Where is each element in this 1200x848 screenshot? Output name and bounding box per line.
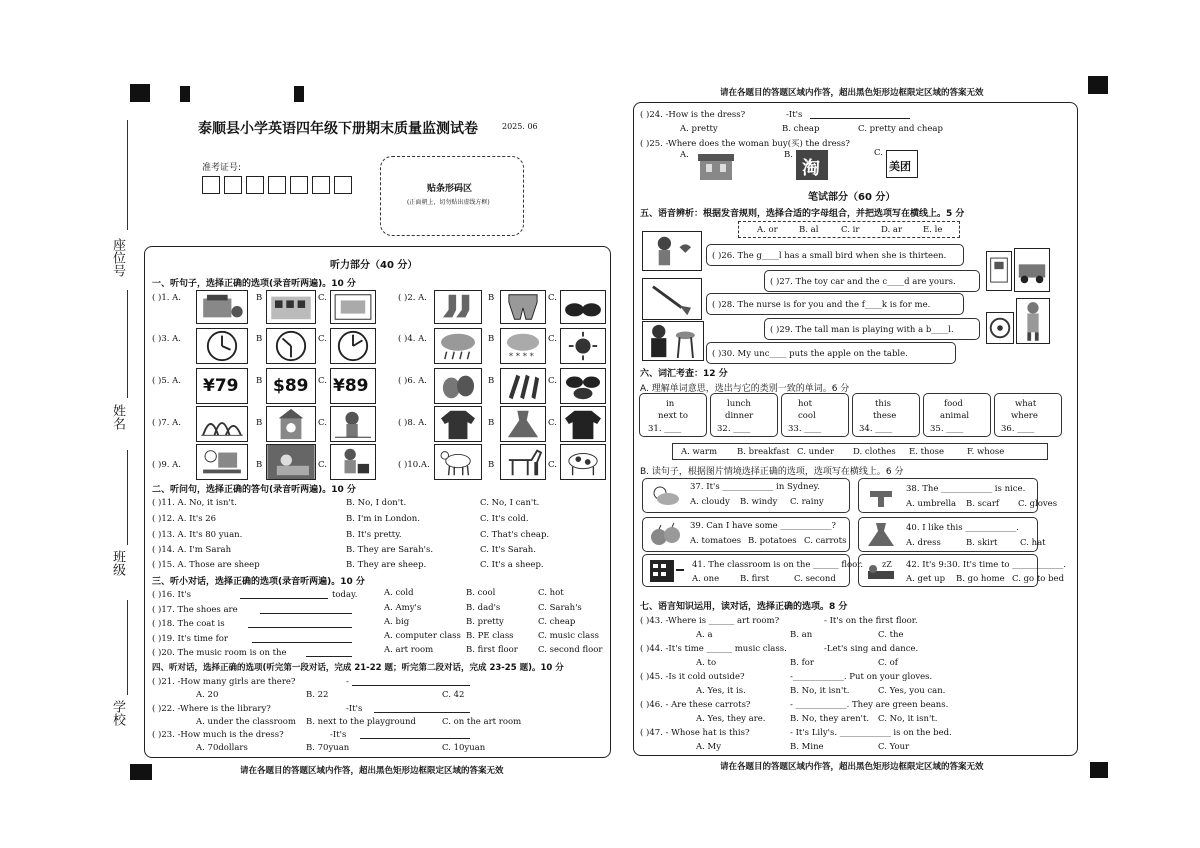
q43-option-c: C. the <box>878 630 904 640</box>
q17-blank[interactable] <box>260 613 352 614</box>
exam-title: 泰顺县小学英语四年级下册期末质量监测试卷 <box>198 121 478 137</box>
q41-question: 41. The classroom is on the ______ floor. <box>692 560 864 570</box>
q1-number[interactable]: ( )1. A. <box>152 293 181 303</box>
s6a-blank: 31. ____ <box>648 424 682 434</box>
q2-option-c-label: C. <box>548 293 557 303</box>
q46-option-b: B. No, they aren't. <box>790 714 870 724</box>
s6a-word: these <box>873 411 897 421</box>
school-label: 学校 <box>110 700 125 726</box>
written-header: 笔试部分（60 分） <box>808 192 896 203</box>
q25-option-b-image[interactable] <box>796 150 828 180</box>
q22-response: -It's <box>346 704 363 714</box>
svg-text:zZ: zZ <box>882 560 892 569</box>
s5-option-a: A. or <box>757 225 778 235</box>
seat-number-label: 座位号 <box>110 238 125 277</box>
q15-option-b: B. They are sheep. <box>346 560 427 570</box>
q46-option-c: C. No, it isn't. <box>878 714 938 724</box>
q16-option-c: C. hot <box>538 588 564 598</box>
q24-blank[interactable] <box>810 118 910 119</box>
barcode-note: (正面朝上，切勿贴出虚线方框) <box>407 199 490 206</box>
q21-option-b: B. 22 <box>306 690 329 700</box>
q18-option-c: C. cheap <box>538 617 576 627</box>
q3-option-b-label: B <box>256 334 263 344</box>
q44-option-b: B. for <box>790 658 814 668</box>
class-line <box>127 450 128 545</box>
s6a-word: cool <box>798 411 816 421</box>
q24-option-c: C. pretty and cheap <box>858 124 943 134</box>
q42-option-a: A. get up <box>906 574 946 584</box>
q20-option-c: C. second floor <box>538 645 603 655</box>
q15-line[interactable]: ( )15. A. Those are sheep <box>152 560 260 570</box>
q5-price-c: ¥89 <box>333 376 369 396</box>
q5-option-c-image[interactable] <box>330 368 376 404</box>
s6a-word: hot <box>798 399 813 409</box>
q27-text: ( )27. The toy car and the c____d are yours. <box>770 277 956 287</box>
q15-option-c: C. It's a sheep. <box>480 560 544 570</box>
q13-line[interactable]: ( )13. A. It's 80 yuan. <box>152 530 243 540</box>
q4-number[interactable]: ( )4. A. <box>398 334 427 344</box>
q26-text: ( )26. The g____l has a small bird when she is thirteen. <box>712 251 947 261</box>
q9-option-a-image[interactable] <box>196 444 248 480</box>
q16-option-a: A. cold <box>384 588 414 598</box>
q16-tail: today. <box>332 590 358 600</box>
q23-question[interactable]: ( )23. -How much is the dress? <box>152 730 284 740</box>
q25-option-c-image[interactable] <box>886 150 918 178</box>
q2-option-b-label: B <box>488 293 495 303</box>
q5-option-b-image[interactable] <box>266 368 316 404</box>
q40-image <box>864 520 898 549</box>
q47-response: - It's Lily's. ____________ is on the bed. <box>790 728 952 738</box>
q1-option-c-label: C. <box>318 293 327 303</box>
q7-option-c-image[interactable] <box>330 406 376 442</box>
barcode-title: 贴条形码区 <box>427 184 473 194</box>
q19-question[interactable]: ( )19. It's time for <box>152 634 228 644</box>
q44-question[interactable]: ( )44. -It's time ______ music class. <box>640 644 787 654</box>
s6a-group-31[interactable] <box>639 393 707 437</box>
q28-text: ( )28. The nurse is for you and the f____k is for me. <box>712 300 931 310</box>
q40-option-c: C. hat <box>1020 538 1046 548</box>
s6a-group-34[interactable] <box>852 393 920 437</box>
q40-question: 40. I like this ____________. <box>906 523 1019 533</box>
q23-option-a: A. 70dollars <box>196 743 248 753</box>
q16-question[interactable]: ( )16. It's <box>152 590 192 600</box>
q43-option-a: A. a <box>696 630 713 640</box>
q25-option-c: C. <box>874 148 883 158</box>
q4-option-a-image[interactable] <box>434 328 482 364</box>
q17-option-b: B. dad's <box>466 603 501 613</box>
q41-option-b: B. first <box>740 574 770 584</box>
q14-line[interactable]: ( )14. A. I'm Sarah <box>152 545 232 555</box>
s6a-group-35[interactable] <box>923 393 991 437</box>
s6a-word: food <box>944 399 963 409</box>
q14-option-c: C. It's Sarah. <box>480 545 536 555</box>
q3-option-c-label: C. <box>318 334 327 344</box>
q4-option-b-image[interactable] <box>500 328 546 364</box>
section-6-title: 六、词汇考查：12 分 <box>640 369 728 379</box>
q40-option-b: B. skirt <box>966 538 998 548</box>
q42-question: 42. It's 9:30. It's time to ____________. <box>906 560 1066 570</box>
section-3-title: 三、听小对话，选择正确的选项(录音听两遍)。10 分 <box>152 577 365 587</box>
s6a-blank: 33. ____ <box>788 424 822 434</box>
q17-question[interactable]: ( )17. The shoes are <box>152 605 238 615</box>
q8-option-a-image[interactable] <box>434 406 482 442</box>
q44-option-a: A. to <box>696 658 717 668</box>
s6a-blank: 32. ____ <box>717 424 751 434</box>
q37-option-a: A. cloudy <box>690 497 730 507</box>
q2-option-c-image[interactable] <box>560 290 606 324</box>
q3-option-b-image[interactable] <box>266 328 316 364</box>
q4-option-c-image[interactable] <box>560 328 606 364</box>
s5-option-d: D. ar <box>881 225 903 235</box>
q9-option-b-image[interactable] <box>266 444 316 480</box>
school-line <box>127 600 128 695</box>
meituan-logo: 美团 <box>889 160 911 173</box>
exam-date: 2025. 06 <box>502 122 538 131</box>
exam-number-label: 准考证号: <box>202 163 242 173</box>
q24-question[interactable]: ( )24. -How is the dress? <box>640 110 746 120</box>
q22-option-c: C. on the art room <box>442 717 522 727</box>
q18-option-b: B. pretty <box>466 617 504 627</box>
q23-blank[interactable] <box>360 738 470 739</box>
q22-option-b: B. next to the playground <box>306 717 416 727</box>
q22-question[interactable]: ( )22. -Where is the library? <box>152 704 271 714</box>
q4-option-c-label: C. <box>548 334 557 344</box>
registration-mark <box>180 86 190 102</box>
q6-option-b-image[interactable] <box>500 368 546 404</box>
q6-option-c-image[interactable] <box>560 368 606 404</box>
class-label: 班级 <box>110 550 125 576</box>
q23-response: -It's <box>330 730 347 740</box>
q13-option-c: C. That's cheap. <box>480 530 550 540</box>
q9-option-c-image[interactable] <box>330 444 376 480</box>
q39-option-a: A. tomatoes <box>690 536 742 546</box>
section-5-options-box <box>738 221 960 238</box>
left-footer-note: 请在各题目的答题区域内作答，超出黑色矩形边框限定区域的答案无效 <box>240 766 504 776</box>
q10-number[interactable]: ( )10.A. <box>398 460 430 470</box>
section-7-title: 七、语言知识运用，读对话，选择正确的选项。8 分 <box>640 602 848 612</box>
q5-option-b-label: B <box>256 376 263 386</box>
q11-option-b: B. No, I don't. <box>346 498 407 508</box>
registration-mark <box>1088 76 1108 94</box>
q19-blank[interactable] <box>252 642 352 643</box>
s6a-option: E. those <box>909 447 945 457</box>
q3-option-c-image[interactable] <box>330 328 376 364</box>
q37-option-b: B. windy <box>740 497 778 507</box>
q19-option-a: A. computer class <box>384 631 461 641</box>
q17-option-a: A. Amy's <box>384 603 422 613</box>
q2-option-b-image[interactable] <box>500 290 546 324</box>
q43-question[interactable]: ( )43. -Where is ______ art room? <box>640 616 780 626</box>
q20-option-a: A. art room <box>384 645 434 655</box>
exam-number-cell[interactable] <box>290 176 308 194</box>
q41-image <box>646 556 686 585</box>
q8-option-c-image[interactable] <box>560 406 606 442</box>
name-label: 姓名 <box>110 404 125 430</box>
q1-option-b-image[interactable] <box>266 290 316 324</box>
q20-blank[interactable] <box>306 656 352 657</box>
q22-option-a: A. under the classroom <box>196 717 296 727</box>
q5-number[interactable]: ( )5. A. <box>152 376 181 386</box>
q13-option-b: B. It's pretty. <box>346 530 402 540</box>
q14-option-b: B. They are Sarah's. <box>346 545 434 555</box>
q21-response: - <box>346 677 349 687</box>
s6a-option: B. breakfast <box>737 447 790 457</box>
registration-mark <box>1090 762 1108 778</box>
q25-option-a-image[interactable] <box>696 150 736 182</box>
barcode-area <box>380 156 524 236</box>
q37-image <box>648 481 682 510</box>
s6a-group-33[interactable] <box>781 393 849 437</box>
q47-option-c: C. Your <box>878 742 910 752</box>
section-6b-title: B. 读句子，根据图片情境选择正确的选项，选项写在横线上。6 分 <box>640 467 904 477</box>
s5-option-e: E. le <box>923 225 943 235</box>
q27-image-a <box>986 251 1012 291</box>
s6a-word: animal <box>940 411 970 421</box>
seat-number-line <box>127 120 128 230</box>
q30-image <box>642 321 704 361</box>
q18-blank[interactable] <box>248 627 352 628</box>
q7-option-b-image[interactable] <box>266 406 316 442</box>
s6a-word: this <box>875 399 891 409</box>
q39-option-c: C. carrots <box>804 536 847 546</box>
q3-option-a-image[interactable] <box>196 328 248 364</box>
exam-number-cell[interactable] <box>312 176 330 194</box>
q16-blank[interactable] <box>240 598 328 599</box>
q43-response: - It's on the first floor. <box>824 616 918 626</box>
q25-option-b: B. <box>784 150 793 160</box>
q30-text: ( )30. My unc____ puts the apple on the table. <box>712 349 908 359</box>
q12-line[interactable]: ( )12. A. It's 26 <box>152 514 217 524</box>
q22-blank[interactable] <box>374 712 470 713</box>
exam-number-cell[interactable] <box>246 176 264 194</box>
q6-number[interactable]: ( )6. A. <box>398 376 427 386</box>
q44-option-c: C. of <box>878 658 898 668</box>
q17-option-c: C. Sarah's <box>538 603 582 613</box>
q21-blank[interactable] <box>352 685 470 686</box>
section-5-title: 五、语音辨析：根据发音规则，选择合适的字母组合，并把选项写在横线上。5 分 <box>640 209 965 219</box>
s6a-option: F. whose <box>967 447 1005 457</box>
q37-option-c: C. rainy <box>790 497 824 507</box>
q5-option-c-label: C. <box>318 376 327 386</box>
q47-option-a: A. My <box>696 742 722 752</box>
q10-option-a-image[interactable] <box>434 444 482 480</box>
section-2-title: 二、听问句，选择正确的答句(录音听两遍)。10 分 <box>152 485 356 495</box>
s6a-word: next to <box>658 411 688 421</box>
q10-option-b-image[interactable] <box>500 444 546 480</box>
right-footer-note: 请在各题目的答题区域内作答，超出黑色矩形边框限定区域的答案无效 <box>720 762 984 772</box>
q3-number[interactable]: ( )3. A. <box>152 334 181 344</box>
q38-option-c: C. gloves <box>1018 499 1058 509</box>
q4-option-b-label: B <box>488 334 495 344</box>
q7-option-a-image[interactable] <box>196 406 248 442</box>
right-header-note: 请在各题目的答题区域内作答，超出黑色矩形边框限定区域的答案无效 <box>720 88 984 98</box>
q12-option-b: B. I'm in London. <box>346 514 420 524</box>
q21-option-a: A. 20 <box>196 690 219 700</box>
q44-response: -Let's sing and dance. <box>824 644 919 654</box>
q24-option-a: A. pretty <box>680 124 718 134</box>
s6a-word: where <box>1011 411 1038 421</box>
q6-option-a-image[interactable] <box>434 368 482 404</box>
q24-response: -It's <box>786 110 803 120</box>
section-1-title: 一、听句子，选择正确的选项(录音听两遍)。10 分 <box>152 279 356 289</box>
q37-question: 37. It's ____________ in Sydney. <box>690 482 820 492</box>
q29-text: ( )29. The tall man is playing with a b____l. <box>770 325 954 335</box>
q45-question[interactable]: ( )45. -Is it cold outside? <box>640 672 745 682</box>
q1-option-a-image[interactable] <box>196 290 248 324</box>
q2-option-a-image[interactable] <box>434 290 482 324</box>
q10-option-c-label: C. <box>548 460 557 470</box>
q21-question[interactable]: ( )21. -How many girls are there? <box>152 677 296 687</box>
q19-option-b: B. PE class <box>466 631 514 641</box>
q9-number[interactable]: ( )9. A. <box>152 460 181 470</box>
q11-option-c: C. No, I can't. <box>480 498 540 508</box>
s6a-option: C. under <box>797 447 835 457</box>
q41-option-a: A. one <box>692 574 720 584</box>
q26-image <box>642 231 702 271</box>
s6a-blank: 34. ____ <box>859 424 893 434</box>
q18-option-a: A. big <box>384 617 410 627</box>
s6a-group-36[interactable] <box>994 393 1062 437</box>
s6a-word: lunch <box>727 399 751 409</box>
q23-option-b: B. 70yuan <box>306 743 350 753</box>
q38-question: 38. The ____________ is nice. <box>906 484 1026 494</box>
section-4-title: 四、听对话，选择正确的选项(听完第一段对话，完成 21-22 题；听完第二段对话，完成 23-25 题)。10 分 <box>152 663 564 673</box>
q39-option-b: B. potatoes <box>748 536 797 546</box>
q39-question: 39. Can I have some ____________? <box>690 521 836 531</box>
q38-option-a: A. umbrella <box>906 499 957 509</box>
q27-image-b <box>1014 248 1050 292</box>
q29-image-b <box>1016 298 1050 344</box>
q23-option-c: C. 10yuan <box>442 743 486 753</box>
exam-number-cell[interactable] <box>202 176 220 194</box>
q8-option-b-label: B <box>488 418 495 428</box>
q5-option-a-image[interactable] <box>196 368 248 404</box>
q9-option-c-label: C. <box>318 460 327 470</box>
q47-question[interactable]: ( )47. - Whose hat is this? <box>640 728 750 738</box>
q2-number[interactable]: ( )2. A. <box>398 293 427 303</box>
q45-option-c: C. Yes, you can. <box>878 686 946 696</box>
q7-option-b-label: B <box>256 418 263 428</box>
q16-option-b: B. cool <box>466 588 496 598</box>
taobao-logo: 淘 <box>802 158 820 179</box>
q38-image <box>864 481 898 510</box>
q41-option-c: C. second <box>794 574 836 584</box>
q11-line[interactable]: ( )11. A. No, it isn't. <box>152 498 237 508</box>
s6a-group-32[interactable] <box>710 393 778 437</box>
s6a-option: D. clothes <box>853 447 896 457</box>
s6a-word: dinner <box>725 411 754 421</box>
q42-option-b: B. go home <box>956 574 1005 584</box>
q8-option-c-label: C. <box>548 418 557 428</box>
q12-option-c: C. It's cold. <box>480 514 529 524</box>
q45-response: -____________. Put on your gloves. <box>790 672 933 682</box>
q20-option-b: B. first floor <box>466 645 518 655</box>
registration-mark <box>294 86 304 102</box>
section-6a-title: A. 理解单词意思，选出与它的类别一致的单词。6 分 <box>640 384 850 394</box>
registration-mark <box>130 84 150 102</box>
q29-image-a <box>986 312 1014 344</box>
q10-option-b-label: B <box>488 460 495 470</box>
q24-option-b: B. cheap <box>782 124 820 134</box>
q47-option-b: B. Mine <box>790 742 824 752</box>
q42-option-c: C. go to bed <box>1012 574 1065 584</box>
q20-question[interactable]: ( )20. The music room is on the <box>152 648 287 658</box>
s6a-blank: 36. ____ <box>1001 424 1035 434</box>
q39-image <box>648 520 682 549</box>
name-line <box>127 290 128 398</box>
q1-option-c-image[interactable] <box>330 290 376 324</box>
q7-number[interactable]: ( )7. A. <box>152 418 181 428</box>
s6a-word: what <box>1015 399 1037 409</box>
q40-option-a: A. dress <box>906 538 941 548</box>
q25-option-a: A. <box>680 150 689 160</box>
q6-option-b-label: B <box>488 376 495 386</box>
q6-option-c-label: C. <box>548 376 557 386</box>
s5-option-b: B. al <box>799 225 819 235</box>
s6a-options-box <box>672 443 1048 460</box>
q25-question[interactable]: ( )25. -Where does the woman buy(买) the dress? <box>640 139 850 149</box>
exam-number-cell[interactable] <box>224 176 242 194</box>
q10-option-c-image[interactable] <box>560 444 606 480</box>
q46-response: - ____________. They are green beans. <box>790 700 949 710</box>
s5-option-c: C. ir <box>841 225 860 235</box>
s6a-word: in <box>666 399 675 409</box>
q1-option-b-label: B <box>256 293 263 303</box>
q5-price-b: $89 <box>273 376 309 396</box>
s6a-option: A. warm <box>681 447 718 457</box>
registration-mark <box>130 764 152 780</box>
q8-number[interactable]: ( )8. A. <box>398 418 427 428</box>
q8-option-b-image[interactable] <box>500 406 546 442</box>
q42-image <box>864 557 898 584</box>
q45-option-a: A. Yes, it is. <box>696 686 746 696</box>
q28-image <box>642 278 702 320</box>
q46-question[interactable]: ( )46. - Are these carrots? <box>640 700 751 710</box>
svg-text:* * * *: * * * * <box>508 352 534 363</box>
q21-option-c: C. 42 <box>442 690 465 700</box>
exam-number-cell[interactable] <box>334 176 352 194</box>
listening-header: 听力部分（40 分） <box>330 260 418 271</box>
q9-option-b-label: B <box>256 460 263 470</box>
s6a-blank: 35. ____ <box>930 424 964 434</box>
q46-option-a: A. Yes, they are. <box>696 714 766 724</box>
q45-option-b: B. No, it isn't. <box>790 686 850 696</box>
exam-number-cell[interactable] <box>268 176 286 194</box>
q18-question[interactable]: ( )18. The coat is <box>152 619 225 629</box>
q19-option-c: C. music class <box>538 631 599 641</box>
q43-option-b: B. an <box>790 630 813 640</box>
q7-option-c-label: C. <box>318 418 327 428</box>
q38-option-b: B. scarf <box>966 499 1000 509</box>
q5-price-a: ¥79 <box>203 376 239 396</box>
